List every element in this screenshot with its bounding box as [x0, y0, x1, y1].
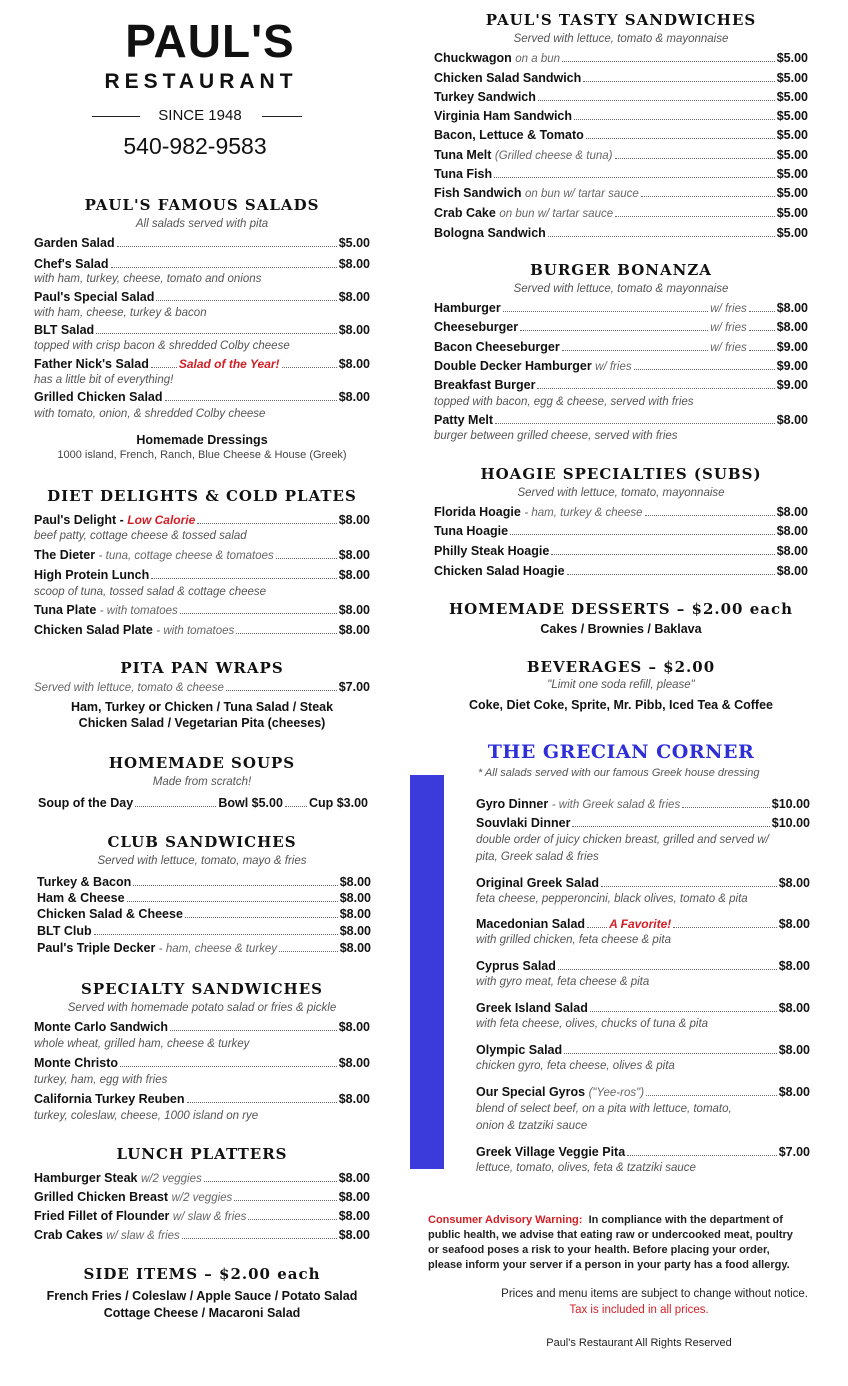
dressings-list: 1000 island, French, Ranch, Blue Cheese & House (Greek)	[57, 449, 347, 461]
item-highlight: Salad of the Year!	[178, 357, 280, 371]
since-text: SINCE 1948	[158, 107, 242, 124]
menu-item	[34, 1056, 370, 1070]
item-description: feta cheese, pepperoncini, black olives, tomato & pita	[476, 893, 748, 905]
item-price: $8.00	[339, 907, 371, 921]
item-name: High Protein Lunch	[34, 568, 150, 582]
item-price: $8.00	[778, 959, 810, 973]
soups-subtitle: Made from scratch!	[152, 776, 252, 788]
item-price: $8.00	[338, 603, 370, 617]
item-name: Patty Melt	[434, 413, 494, 427]
item-note: ("Yee-ros")	[588, 1087, 645, 1099]
sides-line-2: Cottage Cheese / Macaroni Salad	[103, 1306, 301, 1320]
menu-item	[434, 505, 808, 519]
item-note: w/ fries	[710, 342, 747, 354]
consumer-advisory	[428, 1213, 808, 1273]
salads-subtitle: All salads served with pita	[135, 218, 269, 230]
item-price: $8.00	[776, 320, 808, 334]
menu-item	[476, 876, 810, 890]
item-name: Ham & Cheese	[37, 891, 125, 905]
item-note: - ham, cheese & turkey	[158, 943, 278, 955]
item-price: $5.00	[776, 226, 808, 240]
item-name: Hamburger	[434, 301, 501, 315]
beverages-line: Coke, Diet Coke, Sprite, Mr. Pibb, Iced Tea & Coffee	[468, 698, 773, 712]
item-name: Philly Steak Hoagie	[434, 544, 550, 558]
item-note: (Grilled cheese & tuna)	[494, 150, 613, 162]
item-price: $5.00	[776, 71, 808, 85]
item-price: $5.00	[338, 236, 370, 250]
item-note: - tuna, cottage cheese & tomatoes	[98, 550, 274, 562]
menu-item	[434, 413, 808, 427]
item-price: $8.00	[338, 548, 370, 562]
item-description: with grilled chicken, feta cheese & pita	[476, 934, 671, 946]
item-name: Tuna Fish	[434, 167, 493, 181]
rights-notice: Paul's Restaurant All Rights Reserved	[546, 1337, 732, 1349]
item-price: $8.00	[776, 524, 808, 538]
item-note: w/2 veggies	[141, 1173, 202, 1185]
item-name: Tuna Hoagie	[434, 524, 509, 538]
item-price: $9.00	[776, 378, 808, 392]
menu-item	[37, 941, 371, 955]
item-note: w/ fries	[595, 361, 632, 373]
item-price: $5.00	[776, 90, 808, 104]
item-price: $8.00	[338, 290, 370, 304]
since-line-right	[262, 116, 302, 117]
item-name: California Turkey Reuben	[34, 1092, 185, 1106]
item-price: $7.00	[778, 1145, 810, 1159]
soups-title: HOMEMADE SOUPS	[108, 754, 296, 772]
desserts-line: Cakes / Brownies / Baklava	[540, 622, 702, 636]
item-price: $9.00	[776, 340, 808, 354]
item-name: Fried Fillet of Flounder	[34, 1209, 170, 1223]
hoagie-subtitle: Served with lettuce, tomato, mayonnaise	[517, 487, 725, 499]
item-name: Garden Salad	[34, 236, 115, 250]
item-note: w/2 veggies	[171, 1192, 233, 1204]
item-price: $8.00	[776, 413, 808, 427]
item-note: on bun w/ tartar sauce	[499, 208, 614, 220]
item-name: Breakfast Burger	[434, 378, 536, 392]
item-note: - with tomatoes	[99, 605, 178, 617]
item-price: $5.00	[776, 109, 808, 123]
menu-item	[434, 564, 808, 578]
advisory-line: In compliance with the department of	[588, 1214, 783, 1226]
grecian-title: THE GRECIAN CORNER	[487, 741, 755, 763]
item-price: $8.00	[776, 564, 808, 578]
dressings-title: Homemade Dressings	[136, 433, 268, 447]
item-name: Turkey & Bacon	[37, 875, 132, 889]
club-title: CLUB SANDWICHES	[107, 833, 297, 851]
item-name: Gyro Dinner	[476, 797, 549, 811]
item-price: $8.00	[339, 891, 371, 905]
advisory-label: Consumer Advisory Warning:	[428, 1214, 583, 1226]
hoagie-title: HOAGIE SPECIALTIES (SUBS)	[480, 465, 762, 483]
pita-line-2: Chicken Salad / Vegetarian Pita (cheeses)	[78, 716, 326, 730]
menu-item	[38, 796, 368, 810]
menu-item	[34, 603, 370, 617]
item-name: Cheeseburger	[434, 320, 519, 334]
menu-item	[434, 378, 808, 392]
item-name: Turkey Sandwich	[434, 90, 536, 104]
item-price: $8.00	[338, 1020, 370, 1034]
item-highlight: Low Calorie	[127, 513, 196, 527]
item-price: $8.00	[338, 568, 370, 582]
item-price: $8.00	[338, 1209, 370, 1223]
burger-title: BURGER BONANZA	[530, 261, 712, 279]
item-description: lettuce, tomato, olives, feta & tzatziki sauce	[476, 1162, 696, 1174]
item-price: $5.00	[776, 206, 808, 220]
item-price: $8.00	[339, 941, 371, 955]
item-name: Chicken Salad Hoagie	[434, 564, 565, 578]
menu-item	[34, 513, 370, 527]
item-name: Grilled Chicken Breast	[34, 1190, 169, 1204]
item-price: $5.00	[776, 51, 808, 65]
item-price: $8.00	[338, 1171, 370, 1185]
item-price: $8.00	[778, 1043, 810, 1057]
item-description: has a little bit of everything!	[34, 374, 174, 386]
item-name: Paul's Delight -	[34, 513, 124, 527]
item-price: $5.00	[776, 167, 808, 181]
item-price: $8.00	[778, 1085, 810, 1099]
item-name: Monte Christo	[34, 1056, 119, 1070]
item-price: $8.00	[338, 1092, 370, 1106]
item-price: $8.00	[776, 301, 808, 315]
item-price: $5.00	[776, 128, 808, 142]
beverages-title: BEVERAGES – $2.00	[526, 658, 716, 676]
item-name: Chef's Salad	[34, 257, 109, 271]
item-name: The Dieter	[34, 548, 96, 562]
item-description: turkey, ham, egg with fries	[34, 1074, 168, 1086]
item-name: Chicken Salad & Cheese	[37, 907, 183, 921]
pita-title: PITA PAN WRAPS	[120, 659, 284, 677]
beverages-subtitle: "Limit one soda refill, please"	[547, 679, 695, 691]
item-name: Double Decker Hamburger	[434, 359, 592, 373]
item-note: w/ slaw & fries	[172, 1211, 247, 1223]
menu-item	[434, 320, 808, 334]
item-description: with feta cheese, olives, chucks of tuna & pita	[476, 1018, 709, 1030]
tasty-title: PAUL'S TASTY SANDWICHES	[485, 11, 757, 29]
tasty-subtitle: Served with lettuce, tomato & mayonnaise	[513, 33, 729, 45]
item-price: $8.00	[339, 924, 371, 938]
menu-item	[34, 680, 370, 694]
menu-item	[34, 236, 370, 250]
item-name: Crab Cake	[434, 206, 496, 220]
menu-item	[34, 257, 370, 271]
item-name: BLT Salad	[34, 323, 95, 337]
item-price: $5.00	[776, 186, 808, 200]
menu-item	[34, 390, 370, 404]
menu-item	[434, 226, 808, 240]
tax-notice: Tax is included in all prices.	[569, 1304, 709, 1316]
menu-item	[37, 907, 371, 921]
item-price: $10.00	[771, 797, 810, 811]
menu-item	[34, 1228, 370, 1242]
item-description: beef patty, cottage cheese & tossed salad	[34, 530, 247, 542]
menu-item	[34, 323, 370, 337]
menu-item	[434, 544, 808, 558]
item-name: Chicken Salad Sandwich	[434, 71, 582, 85]
item-price: $8.00	[338, 357, 370, 371]
restaurant-subtitle: RESTAURANT	[104, 70, 298, 93]
advisory-line: or seafood poses a risk to your health. Before placing your order,	[428, 1244, 770, 1256]
item-price: $8.00	[776, 505, 808, 519]
item-highlight: A Favorite!	[609, 917, 672, 931]
item-note: w/ fries	[710, 322, 747, 334]
item-note: w/ slaw & fries	[106, 1230, 180, 1242]
item-name: Our Special Gyros	[476, 1085, 586, 1099]
item-price: $8.00	[338, 323, 370, 337]
menu-item	[37, 924, 371, 938]
menu-item	[34, 623, 370, 637]
menu-item	[434, 128, 808, 142]
sides-line-1: French Fries / Coleslaw / Apple Sauce / Potato Salad	[46, 1289, 358, 1303]
menu-item	[34, 548, 370, 562]
menu-item	[34, 290, 370, 304]
item-name: Tuna Melt	[434, 148, 492, 162]
salads-title: PAUL'S FAMOUS SALADS	[84, 196, 320, 214]
item-price: $8.00	[338, 513, 370, 527]
item-description: chicken gyro, feta cheese, olives & pita	[476, 1060, 675, 1072]
item-price: $8.00	[339, 875, 371, 889]
menu-item	[476, 917, 810, 931]
item-description: blend of select beef, on a pita with lettuce, tomato,	[476, 1103, 732, 1115]
item-name: Paul's Triple Decker	[37, 941, 156, 955]
item-name: Soup of the Day	[38, 796, 134, 810]
menu-item	[37, 891, 371, 905]
item-price: $5.00	[776, 148, 808, 162]
item-description: whole wheat, grilled ham, cheese & turkey	[34, 1038, 250, 1050]
item-price: $8.00	[338, 390, 370, 404]
menu-item	[434, 167, 808, 181]
item-name: Virginia Ham Sandwich	[434, 109, 573, 123]
item-description: turkey, coleslaw, cheese, 1000 island on rye	[34, 1110, 259, 1122]
menu-item	[476, 816, 810, 830]
item-name: Grilled Chicken Salad	[34, 390, 163, 404]
item-note: on bun w/ tartar sauce	[525, 188, 639, 200]
item-description: burger between grilled cheese, served with fries	[434, 430, 678, 442]
soup-bowl: Bowl $5.00	[218, 796, 283, 810]
item-name: Tuna Plate	[34, 603, 97, 617]
item-description: with gyro meat, feta cheese & pita	[476, 976, 650, 988]
item-price: $8.00	[776, 544, 808, 558]
item-price: $8.00	[338, 1056, 370, 1070]
item-name: Greek Village Veggie Pita	[476, 1145, 626, 1159]
menu-item	[434, 524, 808, 538]
diet-title: DIET DELIGHTS & COLD PLATES	[47, 487, 357, 505]
item-name: Paul's Special Salad	[34, 290, 155, 304]
advisory-line: public health, we advise that eating raw or undercooked meat, poultry	[428, 1229, 793, 1241]
menu-item	[434, 359, 808, 373]
item-price: $8.00	[338, 1190, 370, 1204]
item-name: Souvlaki Dinner	[476, 816, 571, 830]
item-price: $10.00	[771, 816, 810, 830]
menu-item	[34, 1020, 370, 1034]
pita-subtitle: Served with lettuce, tomato & cheese	[34, 682, 224, 694]
item-note: - with Greek salad & fries	[551, 799, 681, 811]
item-name: Father Nick's Salad	[34, 357, 149, 371]
since-line-left	[92, 116, 140, 117]
item-price: $9.00	[776, 359, 808, 373]
item-description: topped with bacon, egg & cheese, served with fries	[434, 396, 694, 408]
specialty-title: SPECIALTY SANDWICHES	[81, 980, 323, 998]
restaurant-name: PAUL'S	[125, 15, 295, 67]
item-name: Bacon, Lettuce & Tomato	[434, 128, 584, 142]
item-note: - with tomatoes	[156, 625, 235, 637]
item-description: double order of juicy chicken breast, grilled and served w/	[476, 834, 769, 846]
item-note: on a bun	[515, 53, 561, 65]
menu-item	[37, 875, 371, 889]
item-name: Macedonian Salad	[476, 917, 586, 931]
menu-item	[434, 148, 808, 162]
item-description: with tomato, onion, & shredded Colby cheese	[34, 408, 266, 420]
item-name: Greek Island Salad	[476, 1001, 588, 1015]
item-name: Monte Carlo Sandwich	[34, 1020, 169, 1034]
item-name: Olympic Salad	[476, 1043, 563, 1057]
menu-item	[34, 568, 370, 582]
grecian-subtitle: * All salads served with our famous Greek house dressing	[478, 767, 760, 779]
item-description: scoop of tuna, tossed salad & cottage cheese	[34, 586, 267, 598]
menu-item	[34, 1171, 370, 1185]
item-price: $8.00	[338, 257, 370, 271]
menu-item	[434, 186, 808, 200]
menu-item	[434, 90, 808, 104]
menu-item	[434, 206, 808, 220]
menu-item	[476, 1043, 810, 1057]
item-name: Crab Cakes	[34, 1228, 103, 1242]
sides-title: SIDE ITEMS – $2.00 each	[83, 1265, 321, 1283]
item-name: Fish Sandwich	[434, 186, 522, 200]
item-price: $7.00	[338, 680, 370, 694]
menu-item	[476, 1085, 810, 1099]
item-name: Chicken Salad Plate	[34, 623, 153, 637]
advisory-line: please inform your server if a person in your party has a food allergy.	[428, 1259, 790, 1271]
item-name: Florida Hoagie	[434, 505, 521, 519]
item-price: $8.00	[338, 623, 370, 637]
greek-key-border	[410, 775, 444, 1169]
item-name: Bacon Cheeseburger	[434, 340, 560, 354]
menu-item	[476, 959, 810, 973]
menu-item	[434, 71, 808, 85]
item-name: Cyprus Salad	[476, 959, 556, 973]
item-description: with ham, cheese, turkey & bacon	[34, 307, 207, 319]
menu-item	[34, 1209, 370, 1223]
menu-item	[434, 340, 808, 354]
item-description: topped with crisp bacon & shredded Colby cheese	[34, 340, 290, 352]
menu-item	[476, 1145, 810, 1159]
item-description: with ham, turkey, cheese, tomato and onions	[34, 273, 262, 285]
item-price: $8.00	[778, 917, 810, 931]
menu-item	[434, 51, 808, 65]
lunch-title: LUNCH PLATTERS	[116, 1145, 288, 1163]
menu-item	[34, 357, 370, 371]
item-description: pita, Greek salad & fries	[476, 851, 599, 863]
desserts-title: HOMEMADE DESSERTS – $2.00 each	[448, 600, 794, 618]
menu-item	[434, 109, 808, 123]
item-note: - ham, turkey & cheese	[524, 507, 643, 519]
item-description: onion & tzatziki sauce	[476, 1120, 588, 1132]
menu-item	[476, 1001, 810, 1015]
item-name: BLT Club	[37, 924, 92, 938]
menu-item	[34, 1092, 370, 1106]
item-name: Original Greek Salad	[476, 876, 599, 890]
menu-item	[434, 301, 808, 315]
item-price: $8.00	[778, 876, 810, 890]
item-name: Bologna Sandwich	[434, 226, 546, 240]
specialty-subtitle: Served with homemade potato salad or fries & pickle	[67, 1002, 337, 1014]
item-price: $8.00	[338, 1228, 370, 1242]
soup-cup: Cup $3.00	[308, 796, 368, 810]
pita-line-1: Ham, Turkey or Chicken / Tuna Salad / Steak	[70, 700, 334, 714]
menu-item	[34, 1190, 370, 1204]
club-subtitle: Served with lettuce, tomato, mayo & fries	[97, 855, 307, 867]
item-name: Hamburger Steak	[34, 1171, 138, 1185]
item-price: $8.00	[778, 1001, 810, 1015]
item-name: Chuckwagon	[434, 51, 512, 65]
price-notice: Prices and menu items are subject to change without notice.	[501, 1288, 808, 1300]
phone-number: 540-982-9583	[123, 133, 267, 159]
menu-item	[476, 797, 810, 811]
item-note: w/ fries	[710, 303, 747, 315]
burger-subtitle: Served with lettuce, tomato & mayonnaise	[513, 283, 729, 295]
